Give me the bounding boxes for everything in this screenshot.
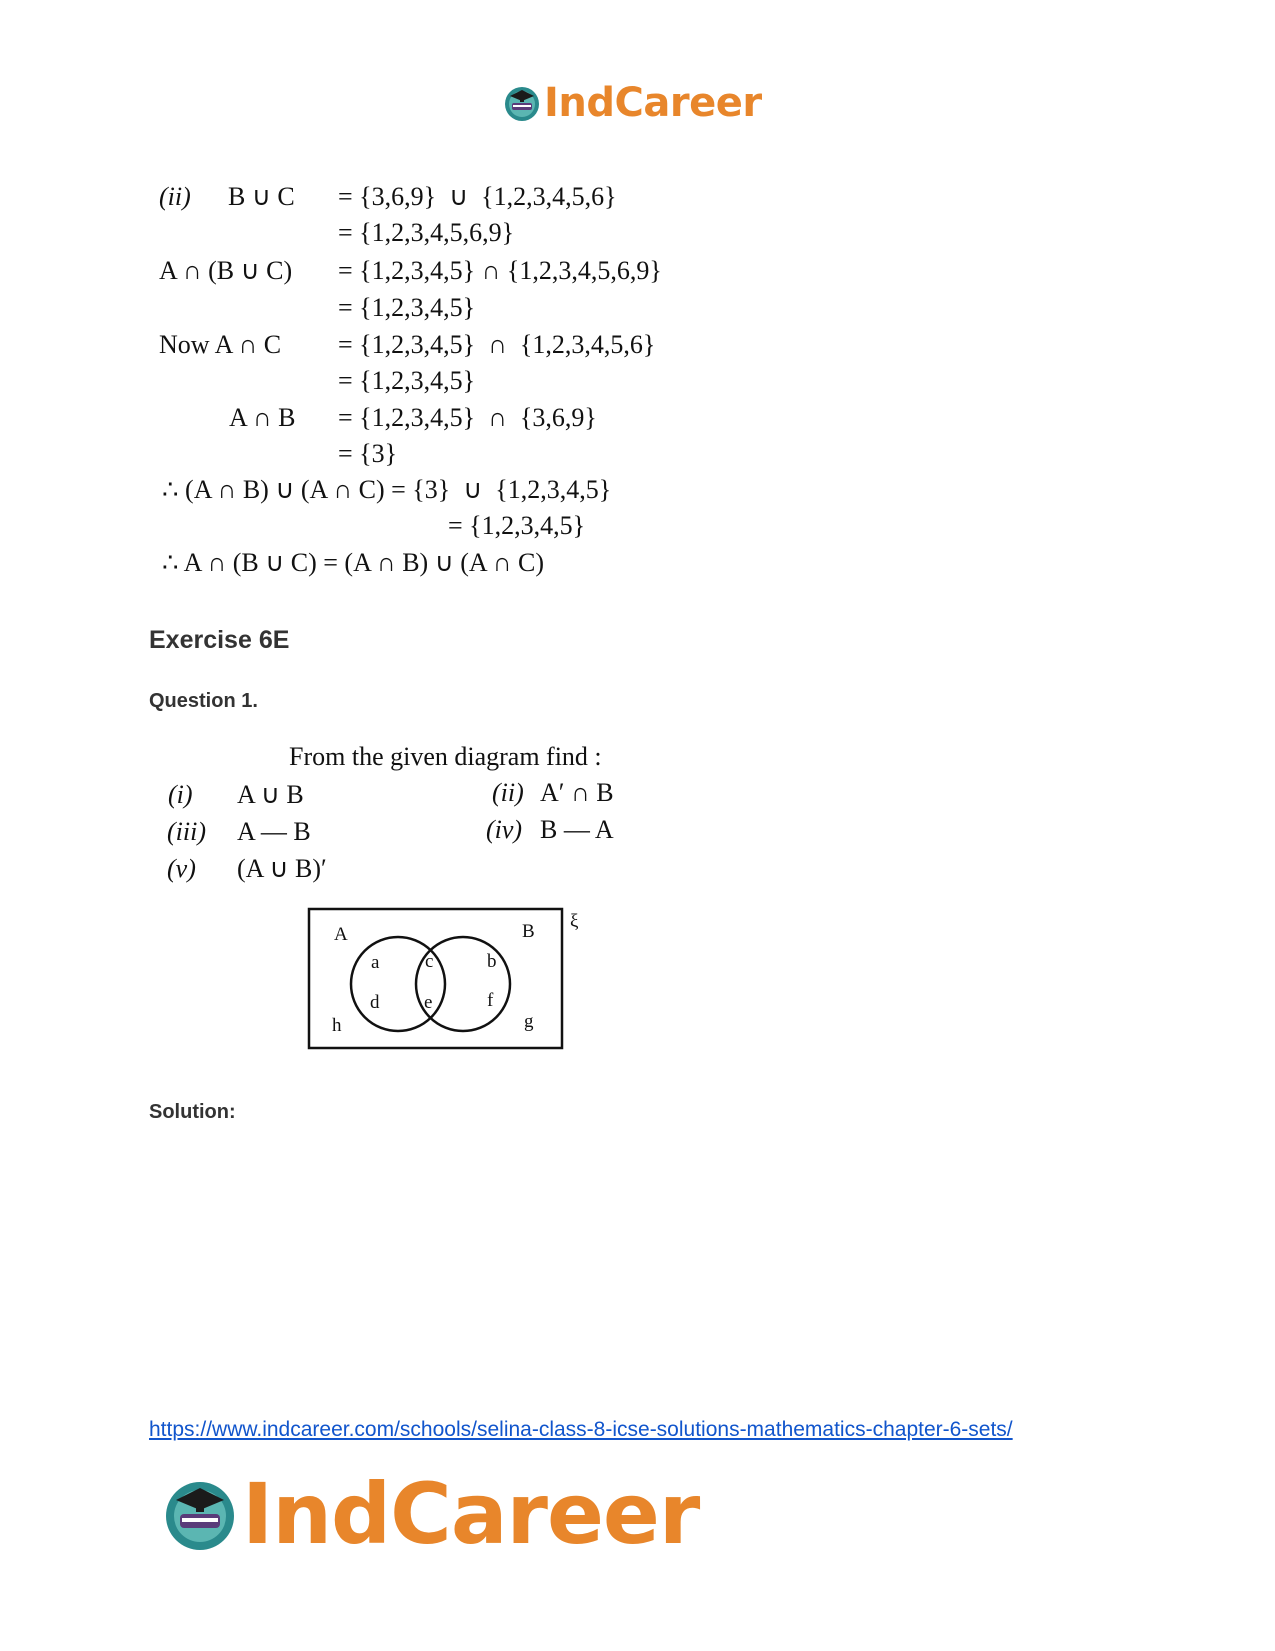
item-expr-iv: B — A	[540, 815, 614, 844]
element-h: h	[332, 1015, 342, 1036]
lhs-line-7: A ∩ B	[229, 403, 296, 432]
rhs-line-6: = {1,2,3,4,5}	[338, 366, 476, 395]
source-url-link[interactable]: https://www.indcareer.com/schools/selina-class-8-icse-solutions-mathematics-chapter-6-sets/	[149, 1418, 1013, 1441]
venn-diagram	[302, 905, 592, 1055]
item-num-ii: (ii)	[492, 778, 524, 807]
item-num-i: (i)	[168, 780, 193, 809]
rhs-line-5: = {1,2,3,4,5} ∩ {1,2,3,4,5,6}	[338, 330, 656, 359]
rhs-line-4: = {1,2,3,4,5}	[338, 293, 476, 322]
rhs-line-3: = {1,2,3,4,5} ∩ {1,2,3,4,5,6,9}	[338, 256, 662, 285]
therefore-line-1b: = {1,2,3,4,5}	[448, 511, 586, 540]
element-d: d	[370, 992, 380, 1013]
item-num-iii: (iii)	[167, 817, 206, 846]
item-num-iv: (iv)	[486, 815, 523, 844]
logo-wordmark: IndCareer	[242, 1465, 700, 1563]
exercise-title: Exercise 6E	[149, 626, 290, 654]
indcareer-logo-icon	[160, 1474, 240, 1554]
rhs-line-1: = {3,6,9} ∪ {1,2,3,4,5,6}	[338, 182, 617, 211]
therefore-line-1: ∴ (A ∩ B) ∪ (A ∩ C) = {3} ∪ {1,2,3,4,5}	[162, 475, 612, 504]
item-num-v: (v)	[167, 854, 196, 883]
logo-wordmark: IndCareer	[544, 80, 762, 126]
set-b-label: B	[522, 921, 535, 942]
universal-symbol: ξ	[570, 911, 579, 932]
solution-label: Solution:	[149, 1101, 236, 1123]
rhs-line-7: = {1,2,3,4,5} ∩ {3,6,9}	[338, 403, 597, 432]
item-expr-v: (A ∪ B)′	[237, 854, 327, 883]
header-logo	[502, 80, 762, 126]
therefore-line-2: ∴ A ∩ (B ∪ C) = (A ∩ B) ∪ (A ∩ C)	[162, 548, 545, 577]
element-b: b	[487, 951, 497, 972]
element-a: a	[371, 952, 380, 973]
rhs-line-2: = {1,2,3,4,5,6,9}	[338, 218, 515, 247]
item-expr-i: A ∪ B	[237, 780, 304, 809]
element-e: e	[424, 992, 433, 1013]
set-a-label: A	[334, 924, 348, 945]
part-label: (ii)	[159, 182, 191, 211]
lhs-line-3: A ∩ (B ∪ C)	[159, 256, 293, 285]
question-label: Question 1.	[149, 690, 258, 712]
item-expr-ii: A′ ∩ B	[540, 778, 614, 807]
lhs-line-1: B ∪ C	[228, 182, 295, 211]
rhs-line-8: = {3}	[338, 439, 398, 468]
lhs-line-5: Now A ∩ C	[159, 330, 282, 359]
footer-logo	[160, 1465, 699, 1563]
indcareer-logo-icon	[502, 83, 542, 123]
element-c: c	[425, 951, 434, 972]
item-expr-iii: A — B	[237, 817, 311, 846]
question-prompt: From the given diagram find :	[289, 742, 602, 771]
element-f: f	[487, 990, 494, 1011]
element-g: g	[524, 1011, 534, 1032]
